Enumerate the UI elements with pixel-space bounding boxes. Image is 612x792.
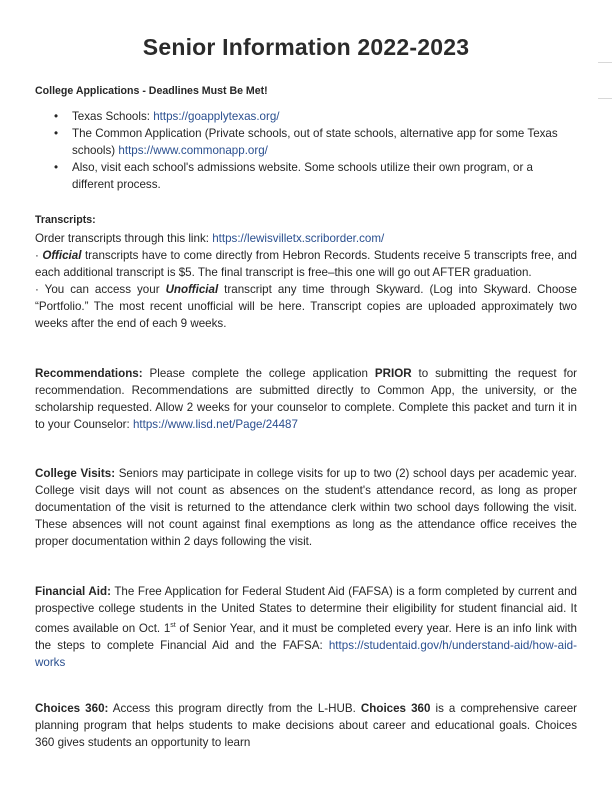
list-item: • Also, visit each school's admissions website. Some schools utilize their own program, or a different process. [54, 161, 534, 191]
bullet-icon: • [54, 127, 59, 140]
scriborder-link[interactable]: https://lewisvilletx.scriborder.com/ [212, 232, 385, 245]
college-visits-label: College Visits: [35, 467, 116, 480]
college-applications-heading: College Applications - Deadlines Must Be Met! [35, 85, 268, 97]
choices-360-paragraph: Choices 360: Access this program directly from the L-HUB. Choices 360 is a comprehensive career planning program that helps students to make decisions about career and educational goals. Choices 360 gives students an opportunity to learn [35, 702, 577, 749]
commonapp-link[interactable]: https://www.commonapp.org/ [118, 144, 268, 157]
goapplytexas-link[interactable]: https://goapplytexas.org/ [153, 110, 280, 123]
bullet-icon: • [54, 161, 59, 174]
scan-artifact [598, 98, 612, 99]
choices-360-label: Choices 360: [35, 702, 109, 715]
lisd-counselor-link[interactable]: https://www.lisd.net/Page/24487 [132, 418, 298, 431]
college-applications-list [35, 108, 577, 193]
college-visits-paragraph: College Visits: Seniors may participate in college visits for up to two (2) school days per academic year. College visit days will not count as absences on the student's attendance record, as long as proper documentation of the visit is returned to the attendance clerk within two school days following the visit. These absences will not count against final exemptions as long as the attendance office receives the proper documentation within 2 days following the visit. [35, 467, 577, 548]
recommendations-paragraph: Recommendations: Please complete the college application PRIOR to submitting the request for recommendation. Recommendations are submitted directly to Common App, the university, or the scholarship requested. Allow 2 weeks for your counselor to complete. Complete this packet and turn it in to your Counselor: https://www.lisd.net/Page/24487 [35, 367, 577, 431]
financial-aid-label: Financial Aid: [35, 585, 111, 598]
scan-artifact [598, 62, 612, 63]
transcripts-heading: Transcripts: [35, 214, 96, 226]
recommendations-label: Recommendations: [35, 367, 143, 380]
studentaid-link[interactable]: https://studentaid.gov/h/understand-aid/how-aid-works [35, 638, 577, 669]
financial-aid-paragraph: Financial Aid: The Free Application for Federal Student Aid (FAFSA) is a form completed by current and prospective college students in the United States to determine their eligibility for student financial aid. It comes available on Oct. 1st of Senior Year, and it must be completed every year. Here is an info link with the steps to complete Financial Aid and the FAFSA: https://studentaid.gov/h/understand-aid/how-aid-works [35, 585, 577, 669]
list-item: • The Common Application (Private schools, out of state schools, alternative app for some Texas schools) https://www.commonapp.org/ [54, 127, 558, 157]
list-item: • Texas Schools: https://goapplytexas.org/ [54, 110, 280, 123]
page-title: Senior Information 2022-2023 [142, 34, 470, 60]
bullet-icon: • [54, 110, 59, 123]
transcripts-paragraph: Order transcripts through this link: https://lewisvilletx.scriborder.com/ · Official transcripts have to come directly from Hebron Records. Students receive 5 transcripts free, and each additional transcript is $5. The final transcript is free–this one will go out AFTER graduation. · You can access your Unofficial transcript any time through Skyward. (Log into Skyward. Choose “Portfolio.” The most recent unofficial will be here. Transcript copies are uploaded approximately two weeks after the end of each 9 weeks. [35, 232, 577, 330]
